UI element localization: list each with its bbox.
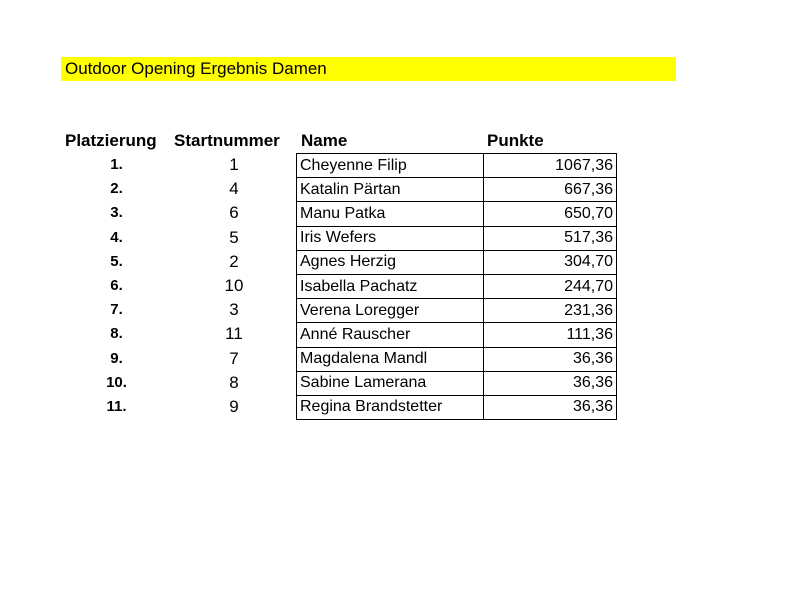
table-row [297, 323, 617, 347]
startnumber-cell[interactable]: 6 [229, 203, 239, 223]
points-cell[interactable]: 304,70 [484, 250, 617, 274]
header-name: Name [301, 131, 348, 150]
startnumber-cell[interactable]: 1 [229, 155, 239, 174]
table-row [297, 395, 617, 419]
points-cell[interactable]: 1067,36 [484, 154, 617, 178]
name-cell[interactable]: Cheyenne Filip [297, 154, 484, 178]
header-startnummer: Startnummer [174, 131, 280, 150]
name-cell[interactable]: Sabine Lamerana [297, 371, 484, 395]
startnumber-cell[interactable]: 4 [229, 179, 239, 199]
table-row [297, 371, 617, 395]
points-cell[interactable]: 231,36 [484, 299, 617, 323]
placement-cell[interactable]: 1. [110, 156, 123, 173]
name-cell[interactable]: Regina Brandstetter [297, 395, 484, 419]
points-cell[interactable]: 650,70 [484, 202, 617, 226]
points-cell[interactable]: 667,36 [484, 178, 617, 202]
table-row [297, 250, 617, 274]
startnumber-column [174, 153, 294, 419]
placement-cell[interactable]: 11. [106, 397, 127, 415]
startnumber-cell[interactable]: 9 [229, 396, 239, 416]
name-cell[interactable]: Katalin Pärtan [297, 178, 484, 202]
points-cell[interactable]: 111,36 [484, 323, 617, 347]
name-cell[interactable]: Verena Loregger [297, 299, 484, 323]
table-row [297, 202, 617, 226]
placement-cell[interactable]: 4. [110, 228, 123, 246]
startnumber-cell[interactable]: 2 [229, 251, 239, 271]
name-cell[interactable]: Isabella Pachatz [297, 274, 484, 298]
placement-cell[interactable]: 9. [110, 349, 123, 367]
page-title: Outdoor Opening Ergebnis Damen [65, 59, 327, 78]
startnumber-cell[interactable]: 5 [229, 227, 239, 247]
placement-cell[interactable]: 3. [110, 204, 123, 222]
table-row [297, 299, 617, 323]
placement-column [65, 153, 168, 419]
title-highlight-cell[interactable] [61, 57, 676, 81]
table-row [297, 347, 617, 371]
startnumber-cell[interactable]: 8 [229, 372, 239, 392]
placement-cell[interactable]: 2. [110, 180, 123, 198]
placement-cell[interactable]: 8. [110, 325, 123, 343]
table-row [297, 154, 617, 178]
startnumber-cell[interactable]: 10 [224, 275, 244, 295]
table-row [297, 226, 617, 250]
points-cell[interactable]: 36,36 [484, 371, 617, 395]
placement-cell[interactable]: 10. [106, 373, 127, 391]
name-cell[interactable]: Iris Wefers [297, 226, 484, 250]
table-row [297, 274, 617, 298]
points-cell[interactable]: 36,36 [484, 395, 617, 419]
name-cell[interactable]: Magdalena Mandl [297, 347, 484, 371]
points-cell[interactable]: 517,36 [484, 226, 617, 250]
results-table [296, 153, 617, 420]
name-cell[interactable]: Manu Patka [297, 202, 484, 226]
points-cell[interactable]: 36,36 [484, 347, 617, 371]
table-row [297, 178, 617, 202]
points-cell[interactable]: 244,70 [484, 274, 617, 298]
placement-cell[interactable]: 7. [110, 301, 123, 319]
startnumber-cell[interactable]: 11 [225, 324, 243, 344]
placement-cell[interactable]: 6. [110, 276, 123, 294]
startnumber-cell[interactable]: 7 [229, 348, 239, 368]
name-cell[interactable]: Anné Rauscher [297, 323, 484, 347]
name-cell[interactable]: Agnes Herzig [297, 250, 484, 274]
header-platzierung: Platzierung [65, 131, 157, 150]
startnumber-cell[interactable]: 3 [229, 300, 239, 320]
placement-cell[interactable]: 5. [110, 252, 123, 270]
header-punkte: Punkte [487, 131, 544, 150]
